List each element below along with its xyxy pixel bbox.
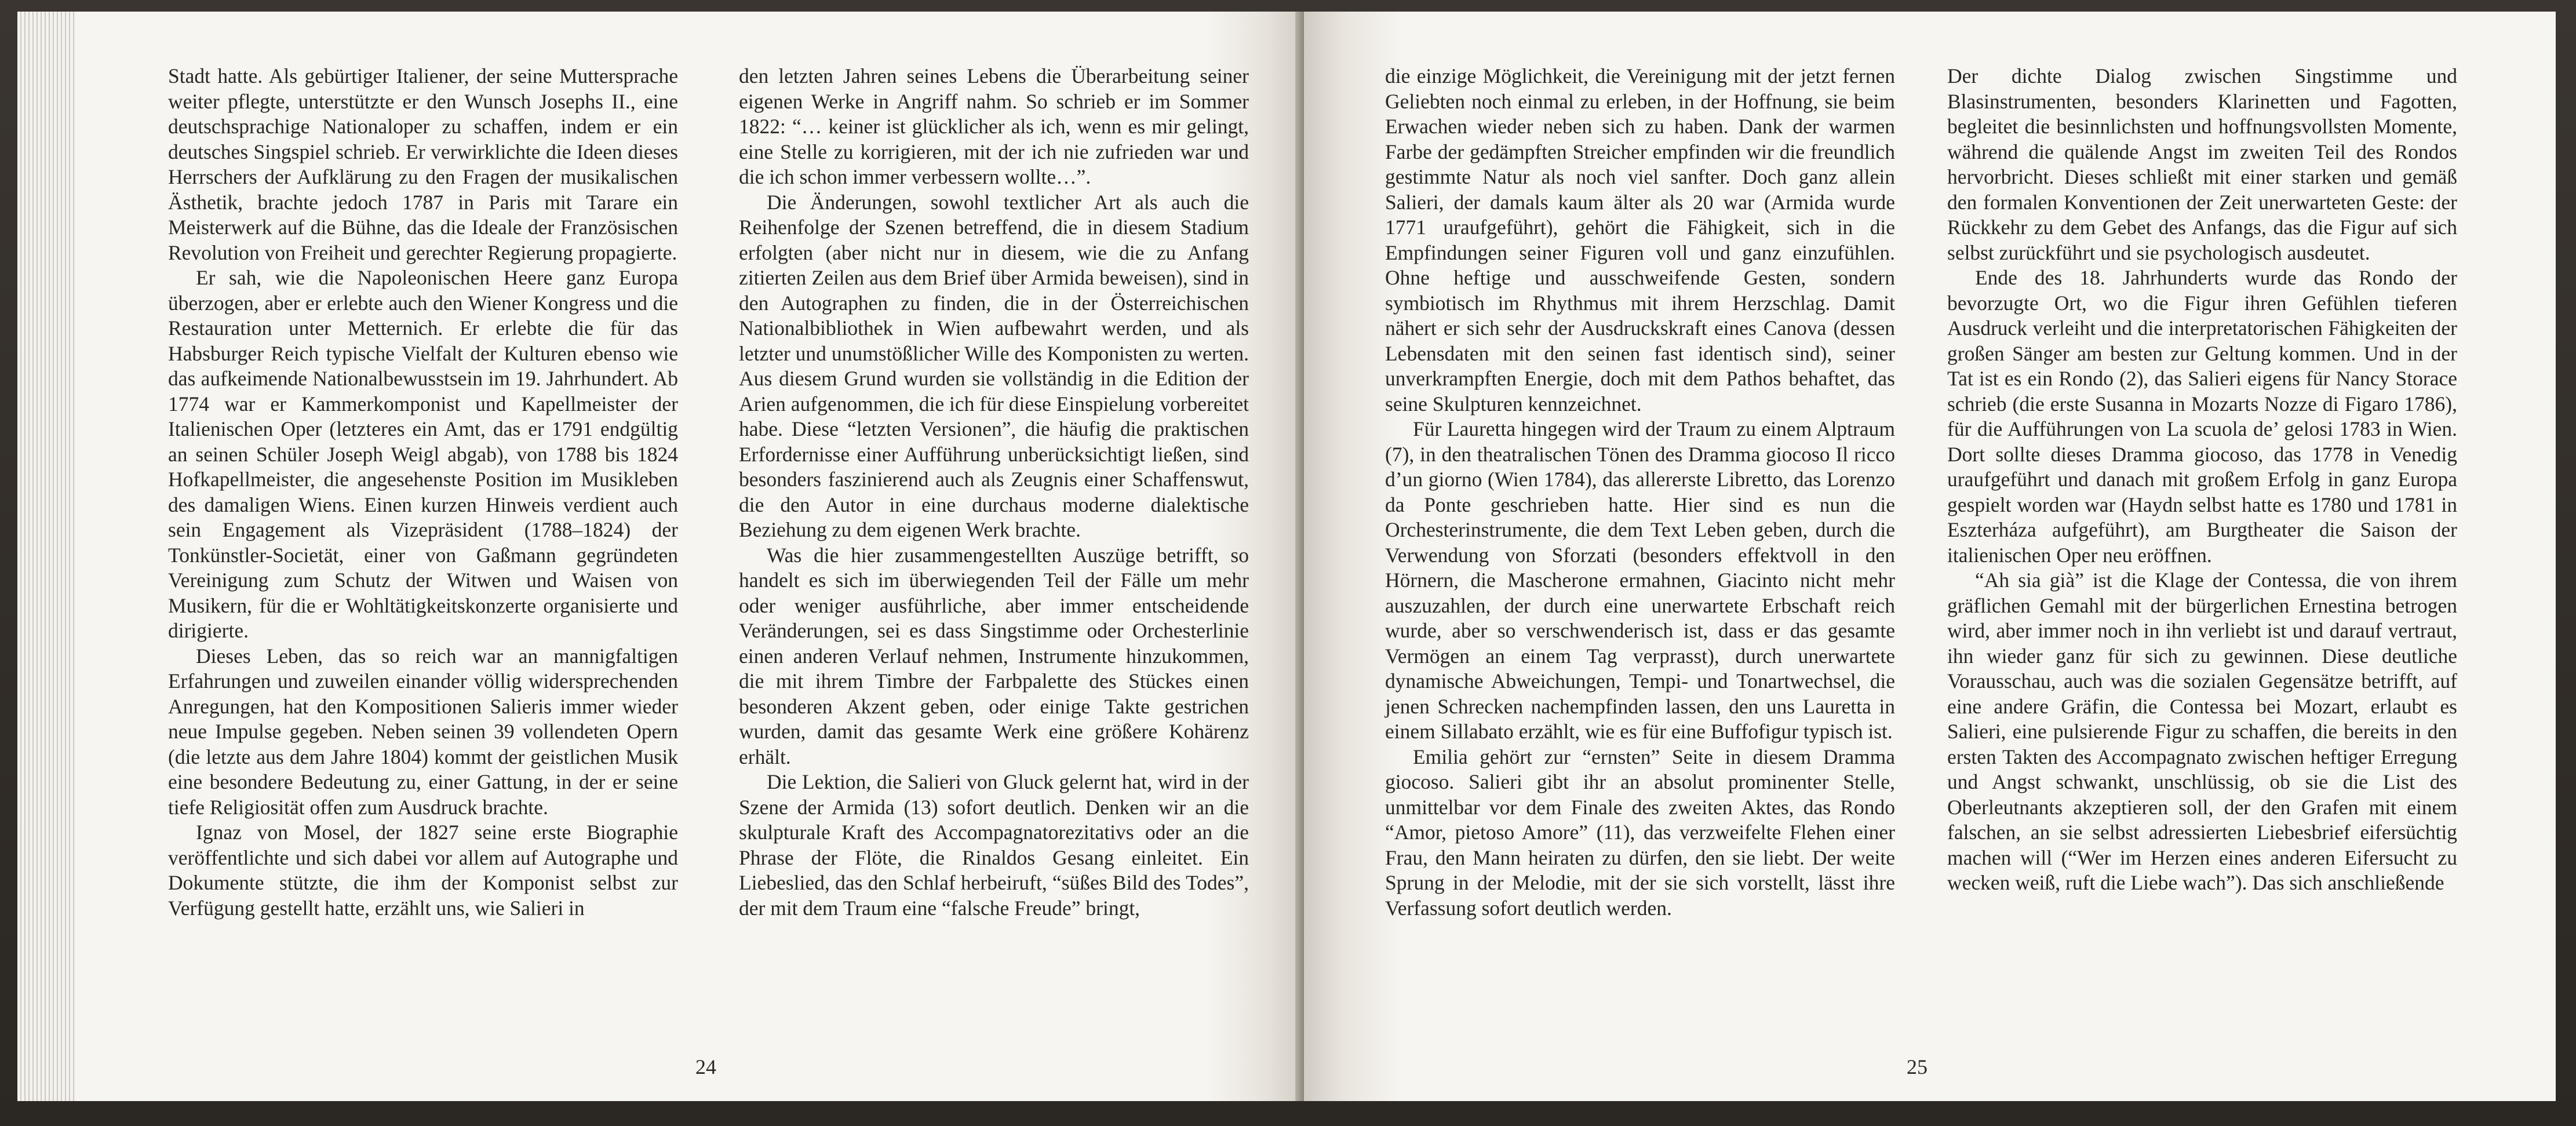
paragraph: Er sah, wie die Napoleonischen Heere ganz Europa überzogen, aber er erlebte auch den Wiener Kongress und die Restauration unter Metternich. Er erlebte die für das Habsburger Reich typische Vielfalt der Kulturen ebenso wie das aufkeimende Nationalbewusstsein im 19. Jahrhundert. Ab 1774 war er Kammerkomponist und Kapellmeister der Italienischen Oper (letzteres ein Amt, das er 1791 endgültig an seinen Schüler Joseph Weigl abgab), von 1788 bis 1824 Hofkapellmeister, die angesehenste Position im Musikleben des damaligen Wiens. Einen kurzen Hinweis verdient auch sein Engagement als Vizepräsident (1788–1824) der Tonkünstler-Societät, einer von Gaßmann gegründeten Vereinigung zum Schutz der Witwen und Waisen von Musikern, für die er Wohltätigkeitskonzerte organisierte und dirigierte. [168, 266, 678, 642]
left-column-1 [168, 64, 678, 921]
paragraph: Die Lektion, die Salieri von Gluck gelernt hat, wird in der Szene der Armida (13) sofort deutlich. Denken wir an die skulpturale Kraft des Accompagnatorezitativs oder an die Phrase der Flöte, die Rinaldos Gesang einleitet. Ein Liebeslied, das den Schlaf herbeiruft, “süßes Bild des Todes”, der mit dem Traum eine “falsche Freude” bringt, [739, 770, 1249, 920]
paragraph: Ignaz von Mosel, der 1827 seine erste Biographie veröffentlichte und sich dabei vor allem auf Autographe und Dokumente stützte, die ihm der Komponist selbst zur Verfügung gestellt hatte, erzählt uns, wie Salieri in [168, 821, 678, 920]
paragraph: Stadt hatte. Als gebürtiger Italiener, der seine Muttersprache weiter pflegte, unterstützte er den Wunsch Josephs II., eine deutschsprachige Nationaloper zu schaffen, indem er ein deutsches Singspiel schrieb. Er verwirklichte die Ideen dieses Herrschers der Aufklärung zu den Fragen der musikalischen Ästhetik, brachte jedoch 1787 in Paris mit Tarare ein Meisterwerk auf die Bühne, das die Ideale der Französischen Revolution von Freiheit und gerechter Regierung propagierte. [168, 64, 678, 264]
left-column-2 [739, 64, 1249, 921]
paragraph: Ende des 18. Jahrhunderts wurde das Rondo der bevorzugte Ort, wo die Figur ihren Gefühlen tieferen Ausdruck verleiht und die interpretatorischen Fähigkeiten der großen Sänger am besten zur Geltung kommen. Und in der Tat ist es ein Rondo (2), das Salieri eigens für Nancy Storace schrieb (die erste Susanna in Mozarts Nozze di Figaro 1786), für die Aufführungen von La scuola de’ gelosi 1783 in Wien. Dort sollte dieses Dramma giocoso, das 1778 in Venedig uraufgeführt und danach mit großem Erfolg in ganz Europa gespielt worden war (Haydn selbst hatte es 1780 und 1781 in Eszterháza aufgeführt), am Burgtheater die Saison der italienischen Oper neu eröffnen. [1947, 266, 2457, 567]
left-page [75, 12, 1304, 1101]
paragraph: Die Änderungen, sowohl textlicher Art als auch die Reihenfolge der Szenen betreffend, die in diesem Stadium erfolgten (aber nicht nur in diesem, wie die zu Anfang zitierten Zeilen aus dem Brief über Armida beweisen), sind in den Autographen zu finden, die in der Österreichischen Nationalbibliothek in Wien aufbewahrt werden, und als letzter und unumstößlicher Wille des Komponisten zu werten. Aus diesem Grund wurden sie vollständig in die Edition der Arien aufgenommen, die ich für diese Einspielung vorbereitet habe. Diese “letzten Versionen”, die häufig die praktischen Erfordernisse einer Aufführung unberücksichtigt ließen, sind besonders faszinierend auch als Zeugnis einer Schaffenswut, die den Autor in eine durchaus moderne dialektische Beziehung zu dem eigenen Werk brachte. [739, 190, 1249, 541]
right-column-1 [1385, 64, 1895, 921]
paragraph: “Ah sia già” ist die Klage der Contessa, die von ihrem gräflichen Gemahl mit der bürgerlichen Ernestina betrogen wird, aber immer noch in ihn verliebt ist und darauf vertraut, ihn wieder ganz für sich zu gewinnen. Diese deutliche Vorausschau, auch was die sozialen Gegensätze betrifft, auf eine andere Gräfin, die Contessa bei Mozart, erlaubt es Salieri, eine pulsierende Figur zu schaffen, die bereits in den ersten Takten des Accompagnato zwischen heftiger Erregung und Angst schwankt, unschlüssig, ob sie die List des Oberleutnants akzeptieren soll, der den Grafen mit einem falschen, an sie selbst adressierten Liebesbrief eifersüchtig machen will (“Wer im Herzen eines anderen Eifersucht zu wecken weiß, ruft die Liebe wach”). Das sich anschließende [1947, 569, 2457, 894]
right-page [1304, 12, 2556, 1101]
page-number: 25 [1907, 1055, 1928, 1078]
paragraph: Emilia gehört zur “ernsten” Seite in diesem Dramma giocoso. Salieri gibt ihr an absolut prominenter Stelle, unmittelbar vor dem Finale des zweiten Aktes, das Rondo “Amor, pietoso Amore” (11), das verzweifelte Flehen einer Frau, den Mann heiraten zu dürfen, den sie liebt. Der weite Sprung in der Melodie, mit der sie sich vorstellt, lässt ihre Verfassung sofort deutlich werden. [1385, 745, 1895, 920]
paragraph: Was die hier zusammengestellten Auszüge betrifft, so handelt es sich im überwiegenden Teil der Fälle um mehr oder weniger ausführliche, aber immer entscheidende Veränderungen, sei es dass Singstimme oder Orchesterlinie einen anderen Verlauf nehmen, Instrumente hinzukommen, die mit ihrem Timbre der Farbpalette des Stückes einen besonderen Akzent geben, oder einige Takte gestrichen wurden, damit das gesamte Werk eine größere Kohärenz erhält. [739, 543, 1249, 768]
paragraph: den letzten Jahren seines Lebens die Überarbeitung seiner eigenen Werke in Angriff nahm. So schrieb er im Sommer 1822: “… keiner ist glücklicher als ich, wenn es mir gelingt, eine Stelle zu korrigieren, mit der ich nie zufrieden war und die ich schon immer verbessern wollte…”. [739, 64, 1249, 188]
paragraph: Dieses Leben, das so reich war an mannigfaltigen Erfahrungen und zuweilen einander völlig widersprechenden Anregungen, hat den Kompositionen Salieris immer wieder neue Impulse gegeben. Neben seinen 39 vollendeten Opern (die letzte aus dem Jahre 1804) kommt der geistlichen Musik eine besondere Bedeutung zu, einer Gattung, in der er seine tiefe Religiosität offen zum Ausdruck brachte. [168, 644, 678, 819]
paragraph: Für Lauretta hingegen wird der Traum zu einem Alptraum (7), in den theatralischen Tönen des Dramma giocoso Il ricco d’un giorno (Wien 1784), das allererste Libretto, das Lorenzo da Ponte geschrieben hatte. Hier sind es nun die Orchesterinstrumente, die dem Text Leben geben, durch die Verwendung von Sforzati (besonders effektvoll in den Hörnern, die Mascherone ermahnen, Giacinto nicht mehr auszuzahlen, der durch eine unerwartete Erbschaft reich wurde, aber so verschwenderisch ist, dass er das gesamte Vermögen an einem Tag verprasst), durch unerwartete dynamische Abweichungen, Tempi- und Tonartwechsel, die jenen Schrecken nachempfinden lassen, den uns Lauretta in einem Sillabato erzählt, wie es für eine Buffofigur typisch ist. [1385, 417, 1895, 743]
page-number: 24 [695, 1055, 716, 1078]
right-column-2 [1947, 64, 2457, 896]
paragraph: die einzige Möglichkeit, die Vereinigung mit der jetzt fernen Geliebten noch einmal zu erleben, in der Hoffnung, sie beim Erwachen wieder neben sich zu haben. Dank der warmen Farbe der gedämpften Streicher empfinden wir die freundlich gestimmte Natur als noch viel sanfter. Doch ganz allein Salieri, der damals kaum älter als 20 war (Armida wurde 1771 uraufgeführt), gehört die Fähigkeit, sich in die Empfindungen seiner Figuren voll und ganz einzufühlen. Ohne heftige und ausschweifende Gesten, sondern symbiotisch im Rhythmus mit ihrem Herzschlag. Damit nähert er sich sehr der Ausdruckskraft eines Canova (dessen Lebensdaten mit den seinen fast identisch sind), seiner unverkrampften Energie, doch mit dem Pathos behaftet, das seine Skulpturen kennzeichnet. [1385, 64, 1895, 416]
paragraph: Der dichte Dialog zwischen Singstimme und Blasinstrumenten, besonders Klarinetten und Fagotten, begleitet die besinnlichsten und hoffnungsvollsten Momente, während die quälende Angst im zweiten Teil des Rondos hervorbricht. Dieses schließt mit einer starken und gemäß den formalen Konventionen der Zeit unerwarteten Geste: der Rückkehr zu dem Gebet des Anfangs, das die Figur auf sich selbst zurückführt und sie psychologisch ausdeutet. [1947, 64, 2457, 264]
